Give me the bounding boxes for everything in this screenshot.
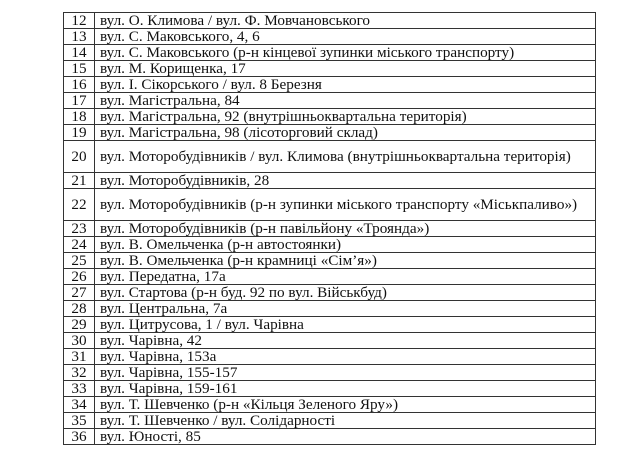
row-number: 30 [64, 333, 95, 349]
address-cell: вул. І. Сікорського / вул. 8 Березня [95, 77, 596, 93]
address-cell: вул. Магістральна, 84 [95, 93, 596, 109]
row-number: 23 [64, 221, 95, 237]
row-number: 26 [64, 269, 95, 285]
row-number: 15 [64, 61, 95, 77]
address-cell: вул. Передатна, 17а [95, 269, 596, 285]
table-row [64, 397, 596, 413]
address-cell: вул. Т. Шевченко (р-н «Кільця Зеленого Яру») [95, 397, 596, 413]
row-number: 16 [64, 77, 95, 93]
table-row [64, 301, 596, 317]
address-cell: вул. Чарівна, 155-157 [95, 365, 596, 381]
row-number: 20 [64, 141, 95, 173]
address-cell: вул. Магістральна, 92 (внутрішньоквартальна територія) [95, 109, 596, 125]
row-number: 18 [64, 109, 95, 125]
table-row [64, 285, 596, 301]
address-table [63, 12, 596, 445]
table-row [64, 29, 596, 45]
table-row [64, 365, 596, 381]
row-number: 12 [64, 13, 95, 29]
table-row [64, 413, 596, 429]
address-cell: вул. Магістральна, 98 (лісоторговий склад) [95, 125, 596, 141]
row-number: 29 [64, 317, 95, 333]
address-cell: вул. Стартова (р-н буд. 92 по вул. Військбуд) [95, 285, 596, 301]
table-row [64, 429, 596, 445]
table-row [64, 173, 596, 189]
address-cell: вул. М. Корищенка, 17 [95, 61, 596, 77]
row-number: 33 [64, 381, 95, 397]
table-row [64, 189, 596, 221]
address-cell: вул. В. Омельченка (р-н крамниці «Сім’я») [95, 253, 596, 269]
row-number: 14 [64, 45, 95, 61]
address-cell: вул. Чарівна, 159-161 [95, 381, 596, 397]
row-number: 17 [64, 93, 95, 109]
row-number: 27 [64, 285, 95, 301]
row-number: 21 [64, 173, 95, 189]
table-row [64, 381, 596, 397]
address-cell: вул. Юності, 85 [95, 429, 596, 445]
table-row [64, 125, 596, 141]
row-number: 25 [64, 253, 95, 269]
table-row [64, 221, 596, 237]
table-row [64, 141, 596, 173]
address-cell: вул. В. Омельченка (р-н автостоянки) [95, 237, 596, 253]
table-row [64, 61, 596, 77]
row-number: 34 [64, 397, 95, 413]
row-number: 28 [64, 301, 95, 317]
row-number: 19 [64, 125, 95, 141]
table-row [64, 109, 596, 125]
row-number: 35 [64, 413, 95, 429]
table-row [64, 333, 596, 349]
address-cell: вул. Т. Шевченко / вул. Солідарності [95, 413, 596, 429]
table-row [64, 77, 596, 93]
row-number: 22 [64, 189, 95, 221]
row-number: 32 [64, 365, 95, 381]
table-row [64, 45, 596, 61]
row-number: 24 [64, 237, 95, 253]
address-cell: вул. Моторобудівників (р-н зупинки міського транспорту «Міськпаливо») [95, 189, 596, 221]
row-number: 13 [64, 29, 95, 45]
row-number: 36 [64, 429, 95, 445]
table-row [64, 253, 596, 269]
address-cell: вул. О. Климова / вул. Ф. Мовчановського [95, 13, 596, 29]
table-row [64, 237, 596, 253]
address-cell: вул. С. Маковського (р-н кінцевої зупинки міського транспорту) [95, 45, 596, 61]
address-cell: вул. Цитрусова, 1 / вул. Чарівна [95, 317, 596, 333]
address-cell: вул. Чарівна, 42 [95, 333, 596, 349]
table-row [64, 349, 596, 365]
address-cell: вул. Моторобудівників / вул. Климова (внутрішньоквартальна територія) [95, 141, 596, 173]
address-cell: вул. Центральна, 7а [95, 301, 596, 317]
address-cell: вул. Моторобудівників (р-н павільйону «Троянда») [95, 221, 596, 237]
address-cell: вул. Чарівна, 153а [95, 349, 596, 365]
table-row [64, 13, 596, 29]
row-number: 31 [64, 349, 95, 365]
table-row [64, 269, 596, 285]
table-row [64, 317, 596, 333]
address-cell: вул. Моторобудівників, 28 [95, 173, 596, 189]
table-row [64, 93, 596, 109]
address-cell: вул. С. Маковського, 4, 6 [95, 29, 596, 45]
